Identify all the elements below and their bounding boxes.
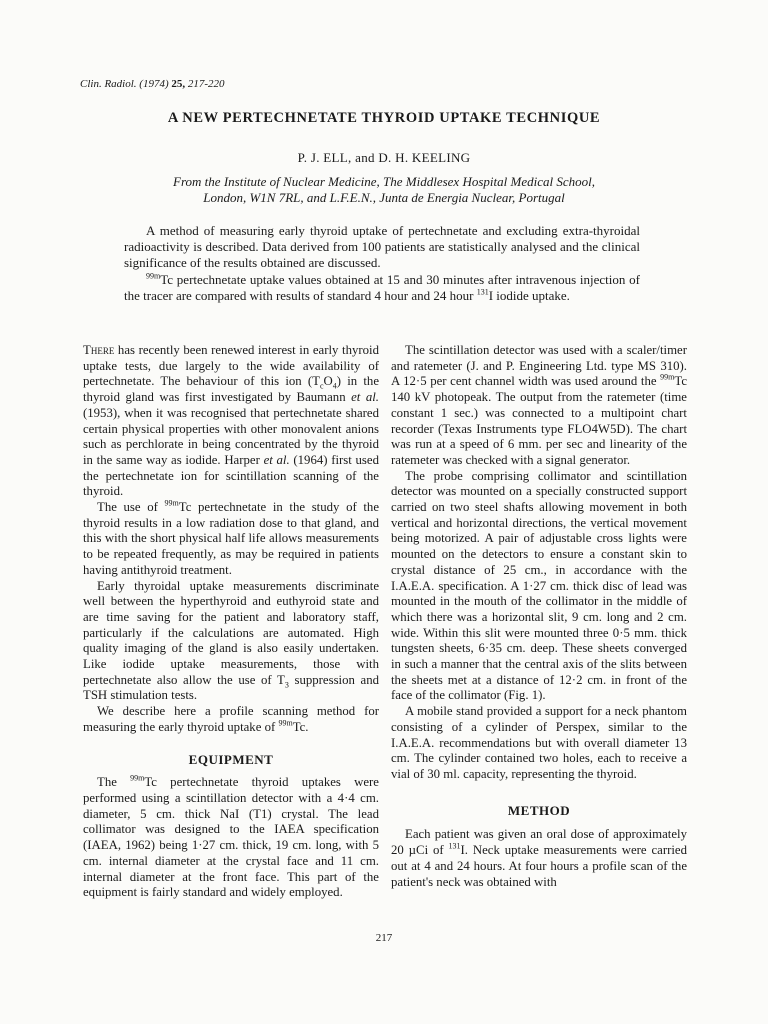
authors: P. J. ELL, and D. H. KEELING [297,150,471,165]
body-paragraph: A mobile stand provided a support for a neck phantom consisting of a cylinder of Perspex, similar to the I.A.E.A. recommendations but with overall diameter 13 cm. The cylinder contained two holes, each to receive a vial of 30 ml. capacity, representing the thyroid. [391,704,687,781]
abstract [124,223,640,304]
body-paragraph: The probe comprising collimator and scintillation detector was mounted on a specially constructed support carried on two steel shafts allowing movement in both vertical and horizontal directions, the vertical movement being motorized. A pair of adjustable cross lights were mounted on the detectors to ensure a constant skin to crystal distance of 25 cm., in accordance with the I.A.E.A. specification. A 1·27 cm. thick disc of lead was mounted in the mouth of the collimator in the middle of which there was a horizontal slit, 9 cm. long and 2 cm. wide. Within this slit were mounted three 0·5 mm. thick tungsten sheets, 6·35 cm. deep. These sheets converged in such a manner that the central axis of the slits between the sheets met at a distance of 12·2 cm. in front of the face of the collimator (Fig. 1). [391,468,687,703]
body-paragraph: Early thyroidal uptake measurements discriminate well between the hyperthyroid and euthyroid state and are time saving for the patient and laboratory staff, particularly if the calculations are automated. High quality imaging of the gland is also easily undertaken. Like iodide uptake measurements, those with pertechnetate also allow the use of $T_3$ suppression and TSH stimulation tests. [83,578,379,703]
section-heading-method: METHOD [507,802,571,818]
article-title: A NEW PERTECHNETATE THYROID UPTAKE TECHNIQUE [167,110,601,126]
abstract-paragraph: A method of measuring early thyroid uptake of pertechnetate and excluding extra-thyroidal radioactivity is described. Data derived from 100 patients are statistically analysed and the clinical significance of the results obtained are discussed. [124,223,640,271]
abstract-paragraph: $^{99m}$Tc pertechnetate uptake values obtained at 15 and 30 minutes after intravenous injection of the tracer are compared with results of standard 4 hour and 24 hour $^{131}$I iodide uptake. [124,271,640,303]
page-number: 217 [375,932,393,944]
affiliation: From the Institute of Nuclear Medicine, The Middlesex Hospital Medical School, London, W1N 7RL, and L.F.E.N., Junta de Energia Nuclear, Portugal [173,174,595,205]
section-heading-equipment: EQUIPMENT [188,751,274,767]
body-paragraph: Each patient was given an oral dose of approximately 20 µCi of $^{131}$I. Neck uptake measurements were carried out at 4 and 24 hours. At four hours a profile scan of the patient's neck was obtained with [391,827,687,889]
body-paragraph: The $^{99m}$Tc pertechnetate thyroid uptakes were performed using a scintillation detector with a 4·4 cm. diameter, 5 cm. thick NaI (T1) crystal. The lead collimator was designed to the IAEA specification (IAEA, 1962) being 1·27 cm. thick, 19 cm. long, with 5 cm. internal diameter at the crystal face and 11 cm. internal diameter at the front face. This part of the equipment is fairly standard and widely employed. [83,774,379,900]
body-paragraph: There has recently been renewed interest in early thyroid uptake tests, due largely to the wide availability of pertechnetate. The behaviour of this ion $(T_cO_4)$ in the thyroid gland was first investigated by Baumann et al. (1953), when it was recognised that pertechnetate shared certain physical properties with other monovalent anions such as perchlorate in being concentrated by the thyroid in the same way as iodide. Harper et al. (1964) first used the pertechnetate ion for scintillation scanning of the thyroid. [83,343,379,499]
body-paragraph: The scintillation detector was used with a scaler/timer and ratemeter (J. and P. Engineering Ltd. type MS 310). A 12·5 per cent channel width was used around the $^{99m}$Tc 140 kV photopeak. The output from the ratemeter (time constant 1 sec.) was connected to a multipoint chart recorder (Texas Instruments type FLO4W5D). The chart was run at a speed of 6 mm. per sec and linearity of the ratemeter was checked with a signal generator. [391,343,687,467]
left-column [83,343,379,901]
right-column [391,343,687,890]
body-paragraph: We describe here a profile scanning method for measuring the early thyroid uptake of $^{99m}$Tc. [83,704,379,734]
citation: Clin. Radiol. (1974) 25, 217-220 [80,78,225,90]
body-paragraph: The use of $^{99m}$Tc pertechnetate in the study of the thyroid results in a low radiation dose to that gland, and this with the short physical half life allows measurements to be repeated frequently, as may be required in patients having antithyroid treatment. [83,498,379,577]
